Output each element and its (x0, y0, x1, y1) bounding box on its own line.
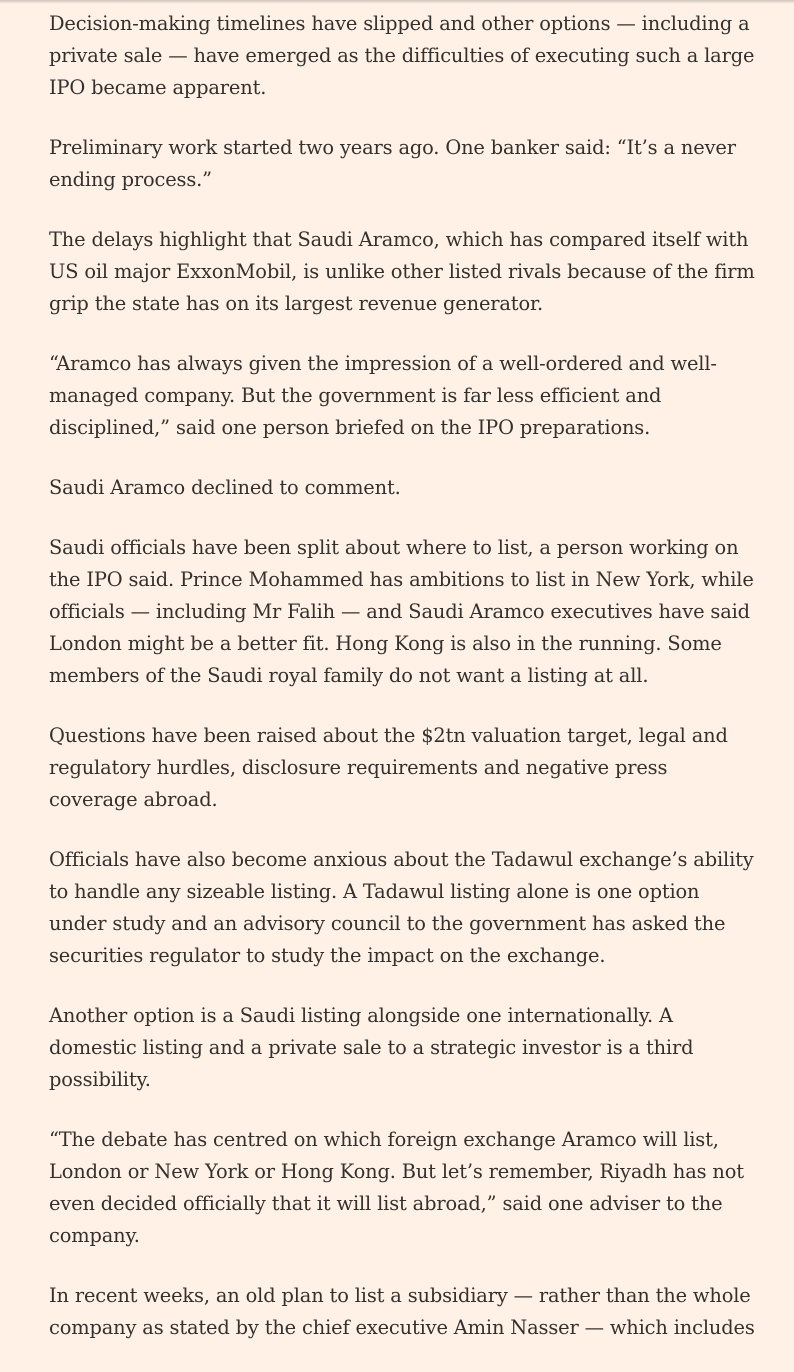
article-paragraph: Decision-making timelines have slipped and other options — including a private sale — have emerged as the difficulties of executing such a large IPO became apparent. (49, 12, 755, 99)
article-paragraph: Questions have been raised about the $2tn valuation target, legal and regulatory hurdles, disclosure requirements and negative press coverage abroad. (49, 724, 728, 811)
article-paragraph: Saudi Aramco declined to comment. (49, 476, 401, 499)
article-paragraph: The delays highlight that Saudi Aramco, which has compared itself with US oil major ExxonMobil, is unlike other listed rivals because of the firm grip the state has on its largest revenue generator. (49, 228, 755, 315)
article-paragraph: Preliminary work started two years ago. One banker said: “It’s a never ending process.” (49, 136, 736, 191)
article-paragraph: “Aramco has always given the impression of a well-ordered and well-managed company. But the government is far less efficient and disciplined,” said one person briefed on the IPO preparations. (49, 352, 717, 439)
article-paragraph: “The debate has centred on which foreign exchange Aramco will list, London or New York or Hong Kong. But let’s remember, Riyadh has not even decided officially that it will list abroad,” said one adviser to the company. (49, 1128, 744, 1247)
top-shadow (0, 0, 794, 4)
article-paragraph: Saudi officials have been split about where to list, a person working on the IPO said. Prince Mohammed has ambitions to list in New York, while officials — including Mr Falih — and Saudi Aramco executives have said London might be a better fit. Hong Kong is also in the running. Some members of the Saudi royal family do not want a listing at all. (49, 536, 754, 687)
article-paragraph: In recent weeks, an old plan to list a subsidiary — rather than the whole company as stated by the chief executive Amin Nasser — which includes (49, 1284, 755, 1339)
article-paragraph: Officials have also become anxious about the Tadawul exchange’s ability to handle any sizeable listing. A Tadawul listing alone is one option under study and an advisory council to the government has asked the securities regulator to study the impact on the exchange. (49, 848, 754, 967)
article-body (49, 8, 761, 1372)
article-paragraph: Another option is a Saudi listing alongside one internationally. A domestic listing and a private sale to a strategic investor is a third possibility. (49, 1004, 694, 1091)
